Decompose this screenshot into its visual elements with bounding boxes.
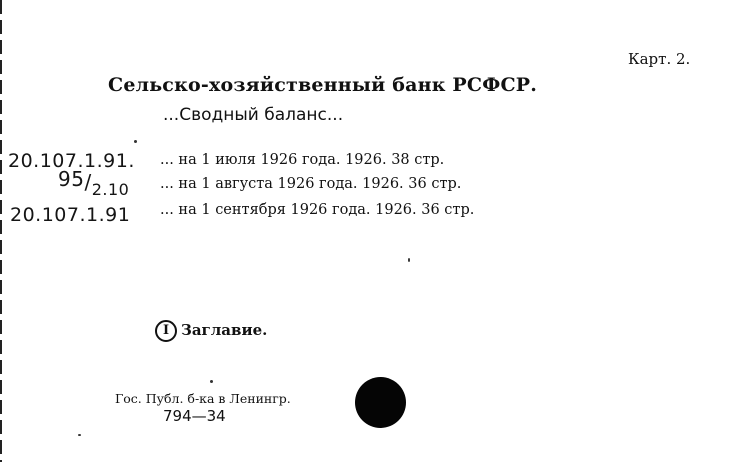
card-edge <box>0 0 2 462</box>
circled-numeral-icon: I <box>155 320 177 342</box>
title-note-label: Заглавие. <box>181 321 268 339</box>
card-subtitle: ...Сводный баланс... <box>163 105 344 125</box>
ink-speck <box>408 258 410 262</box>
handwritten-call-number: 20.107.1.91 <box>10 204 131 226</box>
call-number-denominator: 2.10 <box>91 180 130 199</box>
entry-description: ... на 1 сентября 1926 года. 1926. 36 стр. <box>160 202 475 218</box>
entry-description: ... на 1 августа 1926 года. 1926. 36 стр. <box>160 176 462 192</box>
ink-stamp-icon <box>355 377 406 428</box>
handwritten-call-number <box>58 167 130 199</box>
call-number-numerator: 95 <box>58 167 85 191</box>
holding-entry <box>0 200 750 224</box>
library-name: Гос. Публ. б-ка в Ленингр. <box>115 391 291 406</box>
ink-speck <box>134 140 137 143</box>
ink-speck <box>78 434 81 436</box>
ink-speck <box>210 380 213 383</box>
entry-description: ... на 1 июля 1926 года. 1926. 38 стр. <box>160 152 445 168</box>
holding-entry <box>0 167 750 199</box>
card-number: Карт. 2. <box>628 50 691 68</box>
card-title: Сельско-хозяйственный банк РСФСР. <box>108 74 538 96</box>
handwritten-call-number: 20.107.1.91. <box>8 150 135 172</box>
shelfmark: 794—34 <box>163 407 226 425</box>
fraction-slash: / <box>84 170 92 194</box>
title-note <box>155 320 267 342</box>
